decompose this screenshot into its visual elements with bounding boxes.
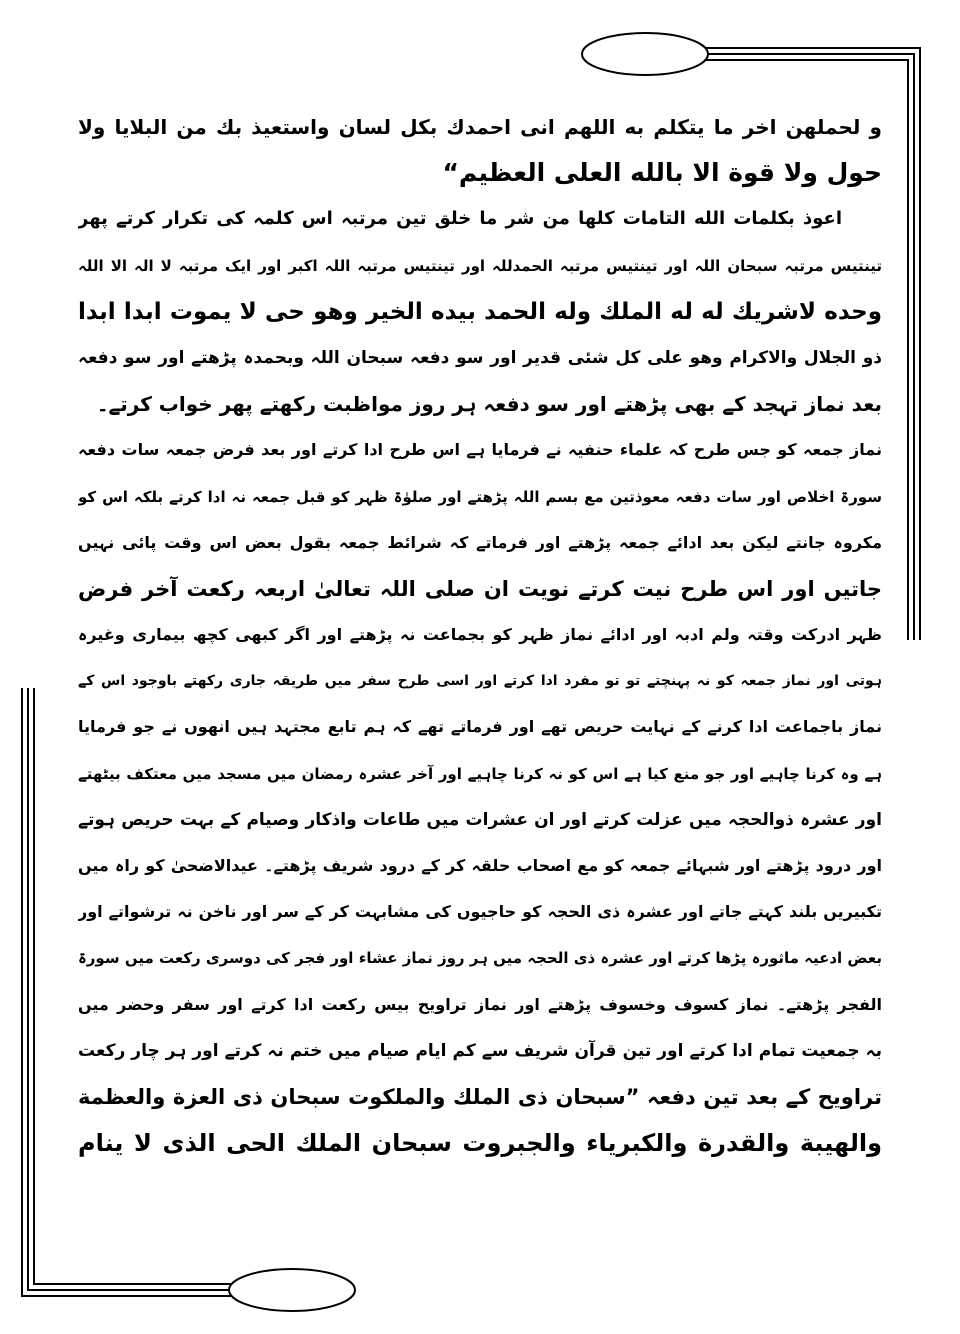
text-line: تکبیریں بلند کہتے جاتے اور عشرہ ذی الحجہ کو حاجیوں کی مشابہت کر کے سر اور ناخن نہ ترشواتے اور	[78, 902, 882, 922]
text-line: بعض ادعیہ ماثورہ پڑھا کرتے اور عشرہ ذی الحجہ میں ہر روز نماز عشاء اور فجر کی دوسری رکعت میں سورۃ	[78, 949, 882, 968]
text-line: نماز باجماعت ادا کرنے کے نہایت حریص تھے اور فرماتے تھے کہ ہم تابع مجتہد ہیں انھوں نے جو فرمایا	[78, 717, 882, 737]
text-line: حول ولا قوة الا بالله العلى العظيم“	[442, 158, 882, 188]
text-line: بہ جمعیت تمام ادا کرتے اور تین قرآن شریف سے کم ایام صیام میں ختم نہ کرتے اور ہر چار رکعت	[78, 1040, 882, 1061]
text-line: و لحملهن اخر ما يتكلم به اللهم انى احمدك بكل لسان واستعيذ بك من البلايا ولا	[78, 115, 882, 139]
text-line: سورۃ اخلاص اور سات دفعہ معوذتین مع بسم اللہ پڑھتے اور صلوٰۃ ظہر کو قبل جمعہ نہ ادا کرتے بلکہ اس کو	[78, 487, 882, 506]
text-line: ہوتی اور نماز جمعہ کو نہ پہنچتے تو تو مفرد ادا کرتے اور اسی طرح سفر میں طریقہ جاری رکھتے باوجود اس کے	[78, 673, 882, 690]
text-line: اور درود پڑھتے اور شبہائے جمعہ کو مع اصحاب حلقہ کر کے درود شریف پڑھتے۔ عیدالاضحیٰ کو راہ میں	[78, 856, 882, 875]
bottom-oval	[229, 1269, 355, 1311]
top-oval	[582, 33, 708, 75]
text-line: بعد نماز تہجد کے بھی پڑھتے اور سو دفعہ ہر روز مواظبت رکھتے پھر خواب کرتے۔	[96, 392, 882, 417]
text-line: ہے وہ کرنا چاہیے اور جو منع کیا ہے اس کو نہ کرنا چاہیے اور آخر عشرہ رمضان میں مسجد میں معتکف بیٹھتے	[78, 764, 882, 783]
text-line: جاتیں اور اس طرح نیت کرتے نویت ان صلی اللہ تعالیٰ اربعہ رکعت آخر فرض	[78, 576, 882, 601]
body-text	[78, 104, 882, 1166]
text-line: الفجر پڑھتے۔ نماز کسوف وخسوف پڑھتے اور نماز تراویح بیس رکعت ادا کرتے اور سفر وحضر میں	[78, 994, 882, 1014]
text-line: مکروہ جانتے لیکن بعد ادائے جمعہ پڑھتے اور فرماتے کہ شرائط جمعہ بقول بعض اس وقت پائی نہیں	[78, 532, 882, 552]
text-line: وحده لاشريك له له الملك وله الحمد بيده الخير وهو حى لا يموت ابدا ابدا	[78, 298, 882, 325]
text-line: ذو الجلال والاكرام وهو على كل شئى قدير اور سو دفعہ سبحان اللہ وبحمدہ پڑھتے اور سو دفعہ	[78, 347, 882, 368]
text-line: ظہر ادرکت وقتہ ولم ادبہ اور ادائے نماز ظہر کو بجماعت نہ پڑھتے اور اگر کبھی کچھ بیماری وغیرہ	[78, 625, 882, 645]
text-line: اعوذ بكلمات الله التامات كلها من شر ما خلق تین مرتبہ اس کلمہ کی تکرار کرتے پھر	[78, 208, 842, 230]
text-line: نماز جمعہ کو جس طرح کہ علماء حنفیہ نے فرمایا ہے اس طرح ادا کرتے اور بعد فرض جمعہ سات دفعہ	[78, 440, 882, 460]
text-line: تینتیس مرتبہ سبحان اللہ اور تینتیس مرتبہ الحمدللہ اور تینتیس مرتبہ اللہ اکبر اور ایک مرتبہ لا الہ الا اللہ	[78, 256, 882, 275]
text-line: اور عشرہ ذوالحجہ میں عزلت کرتے اور ان عشرات میں طاعات واذکار وصیام کے بہت حریص ہوتے	[78, 809, 882, 830]
text-line: تراویح کے بعد تین دفعہ ”سبحان ذى الملك والملكوت سبحان ذى العزة والعظمة	[78, 1084, 882, 1109]
text-line: والهيبة والقدرة والكبرياء والجبروت سبحان الملك الحى الذى لا ينام	[78, 1129, 882, 1158]
